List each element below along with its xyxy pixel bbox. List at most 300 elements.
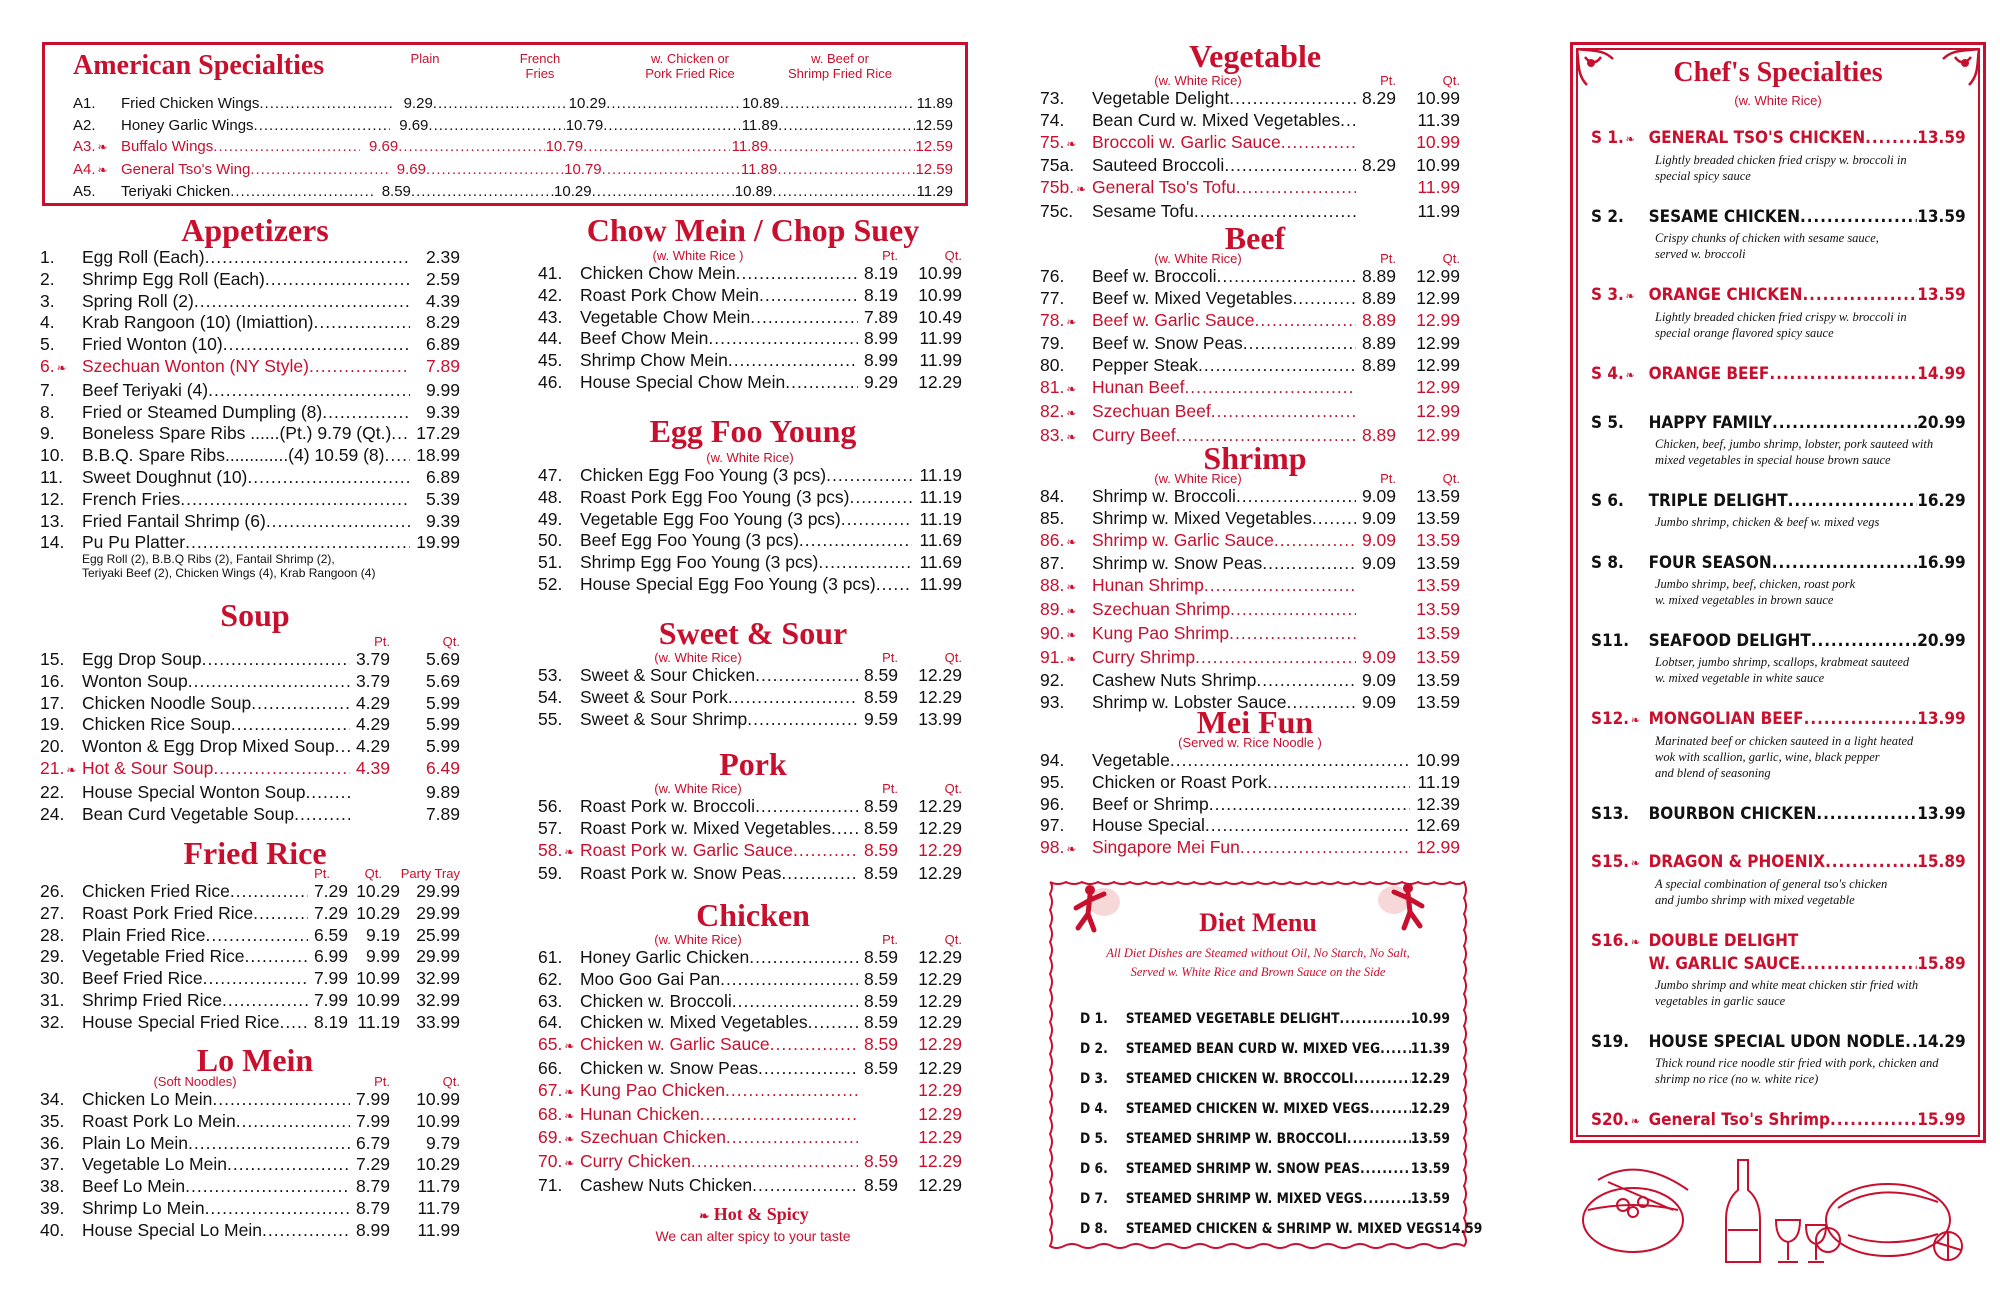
item-price: 15.89 <box>1917 852 1966 872</box>
leader-dots <box>305 782 350 804</box>
chef-item <box>1591 930 1966 1009</box>
item-price: 8.99 <box>863 350 898 371</box>
leader-dots <box>1256 670 1356 692</box>
item-price: 2.59 <box>425 268 460 289</box>
item-price: 8.79 <box>355 1176 390 1197</box>
leader-dots <box>728 350 858 372</box>
american-specialties-box <box>42 42 968 206</box>
leader-dots <box>1229 88 1356 110</box>
item-price <box>1356 623 1396 647</box>
item-price: 7.89 <box>425 355 460 376</box>
item-price: 12.99 <box>1416 837 1460 858</box>
item-price: 11.99 <box>1417 177 1460 198</box>
american-title: American Specialties <box>73 50 325 81</box>
item-number: 17. <box>40 692 65 713</box>
leader-dots <box>188 1133 350 1155</box>
chef-item <box>1591 284 1966 341</box>
column-header: w. Beef or Shrimp Fried Rice <box>787 51 893 81</box>
item-number: 27. <box>40 902 65 923</box>
column-headers <box>40 866 460 881</box>
menu-item <box>538 307 962 329</box>
item-name: BOURBON CHICKEN <box>1648 804 1817 824</box>
leader-dots <box>205 1198 350 1220</box>
leader-dots <box>752 1175 858 1197</box>
leader-dots <box>777 159 915 182</box>
column-header: Qt. <box>442 1074 460 1089</box>
item-number: 92. <box>1040 670 1065 691</box>
item-name: Vegetable Lo Mein <box>82 1154 227 1175</box>
item-price: 11.79 <box>417 1176 460 1197</box>
item-price: 6.59 <box>313 924 348 945</box>
section-subtitle <box>40 866 290 881</box>
item-name: Plain Lo Mein <box>82 1132 189 1153</box>
item-description: Thick round rice noodle stir fried with pork, chicken and shrimp no rice (no w. white rice) <box>1655 1056 1939 1086</box>
item-number: 26. <box>40 881 65 901</box>
item-price <box>1356 401 1396 425</box>
item-name: Cashew Nuts Chicken <box>580 1174 753 1195</box>
leader-dots <box>772 181 915 203</box>
menu-item <box>538 487 962 509</box>
leader-dots <box>808 1012 858 1034</box>
beef-title: Beef <box>1224 220 1286 256</box>
menu-item <box>40 334 460 356</box>
item-name: Fried or Steamed Dumpling (8) <box>82 401 323 422</box>
item-price: 32.99 <box>416 989 460 1010</box>
item-price: 4.29 <box>355 736 390 757</box>
item-name: Honey Garlic Wings <box>121 116 254 134</box>
item-number: D 7. <box>1080 1191 1108 1207</box>
item-number: 59. <box>538 863 563 884</box>
item-name: Sesame Tofu <box>1092 200 1194 221</box>
item-price: 18.99 <box>416 445 460 466</box>
item-name: HAPPY FAMILY <box>1648 413 1772 433</box>
leader-dots <box>1354 1064 1411 1094</box>
item-name: House Special Egg Foo Young (3 pcs) <box>580 573 876 594</box>
item-price: 15.99 <box>1917 1110 1966 1130</box>
item-number: S15. ❧ <box>1591 852 1640 872</box>
item-price: 5.99 <box>425 714 460 735</box>
item-number: 42. <box>538 284 563 305</box>
menu-item <box>1040 772 1460 794</box>
item-name: General Tso's Shrimp <box>1648 1110 1830 1130</box>
item-number: 98. ❧ <box>1040 837 1077 858</box>
item-number: S19. <box>1591 1032 1630 1052</box>
chili-pepper-icon: ❧ <box>1630 1114 1640 1128</box>
chef-item-line <box>1591 851 1966 874</box>
item-price: 29.99 <box>416 902 460 923</box>
item-name: STEAMED BEAN CURD W. MIXED VEG <box>1125 1041 1381 1057</box>
leader-dots <box>1340 110 1356 132</box>
item-price: 8.59 <box>863 1057 898 1078</box>
leader-dots <box>236 1111 350 1133</box>
menu-item <box>40 649 460 671</box>
item-price: 3.79 <box>355 649 390 669</box>
item-price: 12.29 <box>918 1174 962 1195</box>
item-number: S 2. <box>1591 207 1624 227</box>
item-name: Vegetable Delight <box>1092 88 1230 108</box>
chef-item <box>1591 708 1966 781</box>
section-subtitle: (w. White Rice) <box>1154 471 1242 486</box>
item-price: 8.79 <box>355 1197 390 1218</box>
item-price: 11.29 <box>916 183 953 200</box>
item-price: 5.69 <box>425 649 460 669</box>
item-name: Szechuan Beef <box>1092 400 1211 421</box>
item-price: 10.99 <box>416 1110 460 1131</box>
item-price: 9.09 <box>1361 553 1396 574</box>
chili-pepper-icon: ❧ <box>1066 136 1077 151</box>
item-name: Chicken Rice Soup <box>82 714 231 735</box>
item-price: 9.09 <box>1361 529 1396 550</box>
leader-dots <box>1281 132 1356 156</box>
item-price: 29.99 <box>416 881 460 901</box>
item-number: A3. ❧ <box>73 138 108 155</box>
leader-dots <box>1865 127 1917 150</box>
chili-pepper-icon: ❧ <box>699 1209 710 1223</box>
item-name: Teriyaki Chicken <box>121 183 231 200</box>
menu-item <box>1040 750 1460 772</box>
leader-dots <box>700 1104 858 1128</box>
sweet-sour-list <box>538 650 962 730</box>
item-price: 6.49 <box>425 757 460 778</box>
item-price: 4.39 <box>425 290 460 311</box>
leader-dots <box>1360 1154 1411 1184</box>
item-number: 89. ❧ <box>1040 598 1077 619</box>
menu-item <box>40 269 460 291</box>
item-price: 9.09 <box>1361 507 1396 528</box>
item-name: Fried Wonton (10) <box>82 334 223 355</box>
item-price: 8.59 <box>863 686 898 707</box>
section-subtitle: (w. White Rice) <box>1154 73 1242 88</box>
item-price <box>1356 599 1396 623</box>
item-price: 7.99 <box>355 1089 390 1109</box>
column-header: Pt. <box>1380 73 1396 88</box>
menu-item <box>40 903 460 925</box>
item-number: S13. <box>1591 804 1630 824</box>
chef-item <box>1591 1031 1966 1087</box>
item-price: 9.39 <box>425 510 460 531</box>
leader-dots <box>750 307 858 329</box>
item-name: Shrimp Egg Foo Young (3 pcs) <box>580 552 819 573</box>
item-number: 96. <box>1040 793 1065 814</box>
menu-item <box>538 1058 962 1080</box>
item-price: 13.99 <box>918 708 962 729</box>
diet-note: All Diet Dishes are Steamed without Oil, No Starch, No Salt, Served w. White Rice and Brown Sauce on the Side <box>1106 946 1410 979</box>
item-number: 31. <box>40 989 65 1010</box>
item-number: 19. <box>40 714 65 735</box>
chef-item <box>1591 206 1966 262</box>
item-price: 12.29 <box>1410 1101 1450 1117</box>
item-price: 9.09 <box>1361 646 1396 667</box>
item-name: Plain Fried Rice <box>82 924 206 945</box>
item-number: S20. ❧ <box>1591 1110 1640 1130</box>
item-price: 12.59 <box>915 116 953 134</box>
item-name: Chicken Egg Foo Young (3 pcs) <box>580 465 827 485</box>
diet-item <box>1080 1124 1450 1154</box>
item-price: 13.59 <box>1416 529 1460 550</box>
menu-item <box>538 709 962 731</box>
diet-item <box>1080 1034 1450 1064</box>
item-price: 12.99 <box>1416 333 1460 354</box>
item-name: House Special <box>1092 815 1205 836</box>
item-price: 8.59 <box>381 183 411 200</box>
item-number: 13. <box>40 510 65 531</box>
item-number: 15. <box>40 649 65 669</box>
leader-dots <box>251 693 350 715</box>
chili-pepper-icon: ❧ <box>1066 651 1077 666</box>
menu-item <box>1040 88 1460 110</box>
leader-dots <box>1204 575 1356 599</box>
leader-dots <box>180 489 410 511</box>
leader-dots <box>603 115 740 137</box>
item-price: 32.99 <box>416 968 460 989</box>
leader-dots <box>1262 553 1356 575</box>
item-price: 3.79 <box>355 670 390 691</box>
leader-dots <box>265 269 410 291</box>
item-name: Kung Pao Shrimp <box>1092 622 1230 643</box>
item-price: 12.29 <box>918 863 962 884</box>
leader-dots <box>206 925 308 947</box>
diet-menu-box <box>1048 880 1483 1250</box>
chef-item-line <box>1591 930 1966 953</box>
item-price: 10.49 <box>918 306 962 327</box>
chef-item <box>1591 851 1966 908</box>
menu-item <box>1040 508 1460 530</box>
leader-dots <box>1769 363 1917 386</box>
leader-dots <box>708 328 858 350</box>
item-price: 13.59 <box>1917 285 1966 305</box>
item-price: 9.19 <box>365 924 400 945</box>
item-number: A5. <box>73 183 96 200</box>
item-price: 10.99 <box>918 284 962 305</box>
item-price: 10.99 <box>1416 131 1460 152</box>
leader-dots <box>755 665 858 687</box>
leader-dots <box>831 818 858 840</box>
item-name: Beef Lo Mein <box>82 1176 186 1197</box>
leader-dots <box>384 445 410 467</box>
menu-item <box>40 532 460 554</box>
item-number: S 6. <box>1591 491 1624 511</box>
item-price: 11.39 <box>1410 1041 1450 1057</box>
item-price: 9.69 <box>396 160 426 178</box>
item-name: Roast Pork Lo Mein <box>82 1110 236 1131</box>
item-name: Egg Drop Soup <box>82 649 202 669</box>
leader-dots <box>725 1080 858 1104</box>
item-price: 11.89 <box>731 138 769 155</box>
chili-pepper-icon: ❧ <box>97 140 108 154</box>
leader-dots <box>1380 1034 1411 1064</box>
item-price: 13.59 <box>1416 507 1460 528</box>
item-price <box>858 1080 898 1104</box>
item-name: Shrimp Lo Mein <box>82 1197 205 1218</box>
item-name: Shrimp Egg Roll (Each) <box>82 268 265 289</box>
menu-item <box>40 671 460 693</box>
item-price: 11.99 <box>417 1219 460 1240</box>
column-headers <box>40 634 460 649</box>
menu-item <box>1040 132 1460 156</box>
item-price: 9.79 <box>425 1132 460 1153</box>
item-price <box>1356 377 1396 401</box>
item-number: D 4. <box>1080 1101 1108 1117</box>
item-name: DRAGON & PHOENIX <box>1648 852 1826 872</box>
item-name: Wonton & Egg Drop Mixed Soup <box>82 736 335 757</box>
menu-item <box>40 758 460 782</box>
item-number: 48. <box>538 486 563 507</box>
column-header: Qt. <box>1442 251 1460 266</box>
item-number: 61. <box>538 947 563 967</box>
item-number: D 6. <box>1080 1161 1108 1177</box>
chili-pepper-icon: ❧ <box>1066 429 1077 444</box>
menu-item <box>40 693 460 715</box>
leader-dots <box>1339 1004 1410 1034</box>
item-price: 10.99 <box>416 1089 460 1109</box>
leader-dots <box>759 285 858 307</box>
item-name: STEAMED CHICKEN & SHRIMP W. MIXED VEGS <box>1125 1221 1444 1237</box>
item-price: 7.89 <box>425 803 460 824</box>
chili-pepper-icon: ❧ <box>1066 534 1077 549</box>
menu-item <box>40 1133 460 1155</box>
leader-dots <box>770 1034 858 1058</box>
item-name: Hunan Chicken <box>580 1103 700 1124</box>
item-price: 12.59 <box>915 160 953 178</box>
appetizers-title: Appetizers <box>181 212 329 248</box>
item-price: 10.99 <box>1416 88 1460 108</box>
menu-item <box>1040 377 1460 401</box>
chef-item-line <box>1591 1031 1966 1053</box>
leader-dots <box>1243 333 1356 355</box>
item-price: 12.99 <box>1416 424 1460 445</box>
item-price: 11.39 <box>1417 109 1460 130</box>
item-name: Shrimp w. Broccoli <box>1092 486 1236 506</box>
item-number: 39. <box>40 1197 65 1218</box>
leader-dots <box>755 796 858 818</box>
item-number: 43. <box>538 306 563 327</box>
item-name: Szechuan Shrimp <box>1092 598 1231 619</box>
item-name: Chicken Chow Mein <box>580 263 736 283</box>
menu-item <box>538 1034 962 1058</box>
chili-pepper-icon: ❧ <box>1630 935 1640 949</box>
item-price: 10.29 <box>568 95 607 112</box>
item-price: 11.99 <box>1417 200 1460 221</box>
leader-dots <box>294 804 350 826</box>
leader-dots <box>433 93 568 115</box>
item-name: Chicken w. Garlic Sauce <box>580 1034 770 1055</box>
item-name: Shrimp w. Garlic Sauce <box>1092 529 1274 550</box>
item-price: 10.99 <box>356 968 400 989</box>
leader-dots <box>205 247 410 269</box>
column-headers <box>1040 251 1460 266</box>
item-name: House Special Fried Rice <box>82 1011 280 1032</box>
item-price: 14.99 <box>1917 364 1966 384</box>
leader-dots <box>222 990 308 1012</box>
item-price: 10.99 <box>1410 1011 1450 1027</box>
item-name: General Tso's Tofu <box>1092 177 1236 198</box>
item-number: 97. <box>1040 815 1065 836</box>
column-headers <box>1040 73 1460 88</box>
chef-item-line <box>1591 953 1966 975</box>
item-price: 11.19 <box>919 486 962 507</box>
column-headers <box>1040 471 1460 486</box>
lo-mein-title: Lo Mein <box>196 1042 314 1078</box>
item-name: B.B.Q. Spare Ribs.............(4) 10.59 (8) <box>82 445 385 466</box>
pupu-platter-contents: Egg Roll (2), B.B.Q Ribs (2), Fantail Shrimp (2), Teriyaki Beef (2), Chicken Wings (4), Krab Rangoon (4) <box>82 552 376 581</box>
item-price: 11.89 <box>741 116 779 134</box>
hot-spicy-note: We can alter spicy to your taste <box>655 1228 851 1244</box>
chefs-specialties-box <box>1570 42 1986 1143</box>
item-number: 68. ❧ <box>538 1103 575 1124</box>
leader-dots <box>185 1176 350 1198</box>
column-headers <box>538 932 962 947</box>
chili-pepper-icon: ❧ <box>1066 381 1077 396</box>
item-price: 11.19 <box>357 1011 400 1032</box>
menu-item <box>40 881 460 903</box>
item-name: Sweet & Sour Shrimp <box>580 708 748 729</box>
item-name: Vegetable Fried Rice <box>82 946 245 967</box>
item-name: Hot & Sour Soup <box>82 757 214 778</box>
item-description: Lightly breaded chicken fried crispy w. broccoli in special spicy sauce <box>1655 153 1907 183</box>
item-name: Pepper Steak <box>1092 355 1199 376</box>
item-description: Chicken, beef, jumbo shrimp, lobster, pork sauteed with mixed vegetables in special house brown sauce <box>1655 437 1934 467</box>
leader-dots <box>208 380 410 402</box>
item-number: 20. <box>40 736 65 757</box>
leader-dots <box>266 511 410 533</box>
item-price: 9.09 <box>1361 670 1396 691</box>
menu-item <box>73 159 953 182</box>
column-headers <box>538 248 962 263</box>
item-price: 9.99 <box>425 379 460 400</box>
item-price <box>858 1127 898 1151</box>
menu-item <box>538 372 962 394</box>
item-name: SEAFOOD DELIGHT <box>1648 631 1811 651</box>
item-number: 1. <box>40 247 55 267</box>
egg-foo-young-list <box>538 450 962 596</box>
item-price: 10.99 <box>1416 155 1460 176</box>
shrimp-list <box>1040 471 1460 714</box>
chef-item-line <box>1591 1109 1966 1132</box>
chili-pepper-icon: ❧ <box>1066 603 1077 618</box>
leader-dots <box>194 291 410 313</box>
leader-dots <box>1369 1094 1410 1124</box>
chili-pepper-icon: ❧ <box>1066 580 1077 595</box>
item-number: 16. <box>40 670 65 691</box>
chili-pepper-icon: ❧ <box>564 1084 575 1099</box>
pork-list <box>538 781 962 885</box>
item-name: Chicken w. Snow Peas <box>580 1057 759 1078</box>
section-subtitle: (w. White Rice) <box>654 650 742 665</box>
item-price: 12.29 <box>918 1034 962 1055</box>
item-price: 8.89 <box>1361 424 1396 445</box>
item-price: 12.29 <box>918 686 962 707</box>
item-number: 38. <box>40 1176 65 1197</box>
item-price <box>350 804 390 826</box>
leader-dots <box>247 467 410 489</box>
leader-dots <box>230 181 373 203</box>
item-price: 13.59 <box>1416 598 1460 619</box>
item-number: 8. <box>40 401 55 422</box>
menu-item <box>538 263 962 285</box>
item-number: 49. <box>538 508 563 529</box>
item-description: Lobtser, jumbo shrimp, scallops, krabmeat sauteed w. mixed vegetable in white sauce <box>1655 655 1910 685</box>
item-name: STEAMED SHRIMP W. BROCCOLI <box>1125 1131 1347 1147</box>
item-name: Shrimp w. Lobster Sauce <box>1092 692 1287 713</box>
diet-item <box>1080 1094 1450 1124</box>
item-price: 12.99 <box>1416 309 1460 330</box>
item-number: 11. <box>40 466 64 487</box>
menu-item <box>1040 288 1460 310</box>
menu-item <box>40 804 460 826</box>
item-price: 14.29 <box>1917 1032 1966 1052</box>
chef-title: Chef's Specialties <box>1673 57 1883 88</box>
menu-item <box>1040 266 1460 288</box>
